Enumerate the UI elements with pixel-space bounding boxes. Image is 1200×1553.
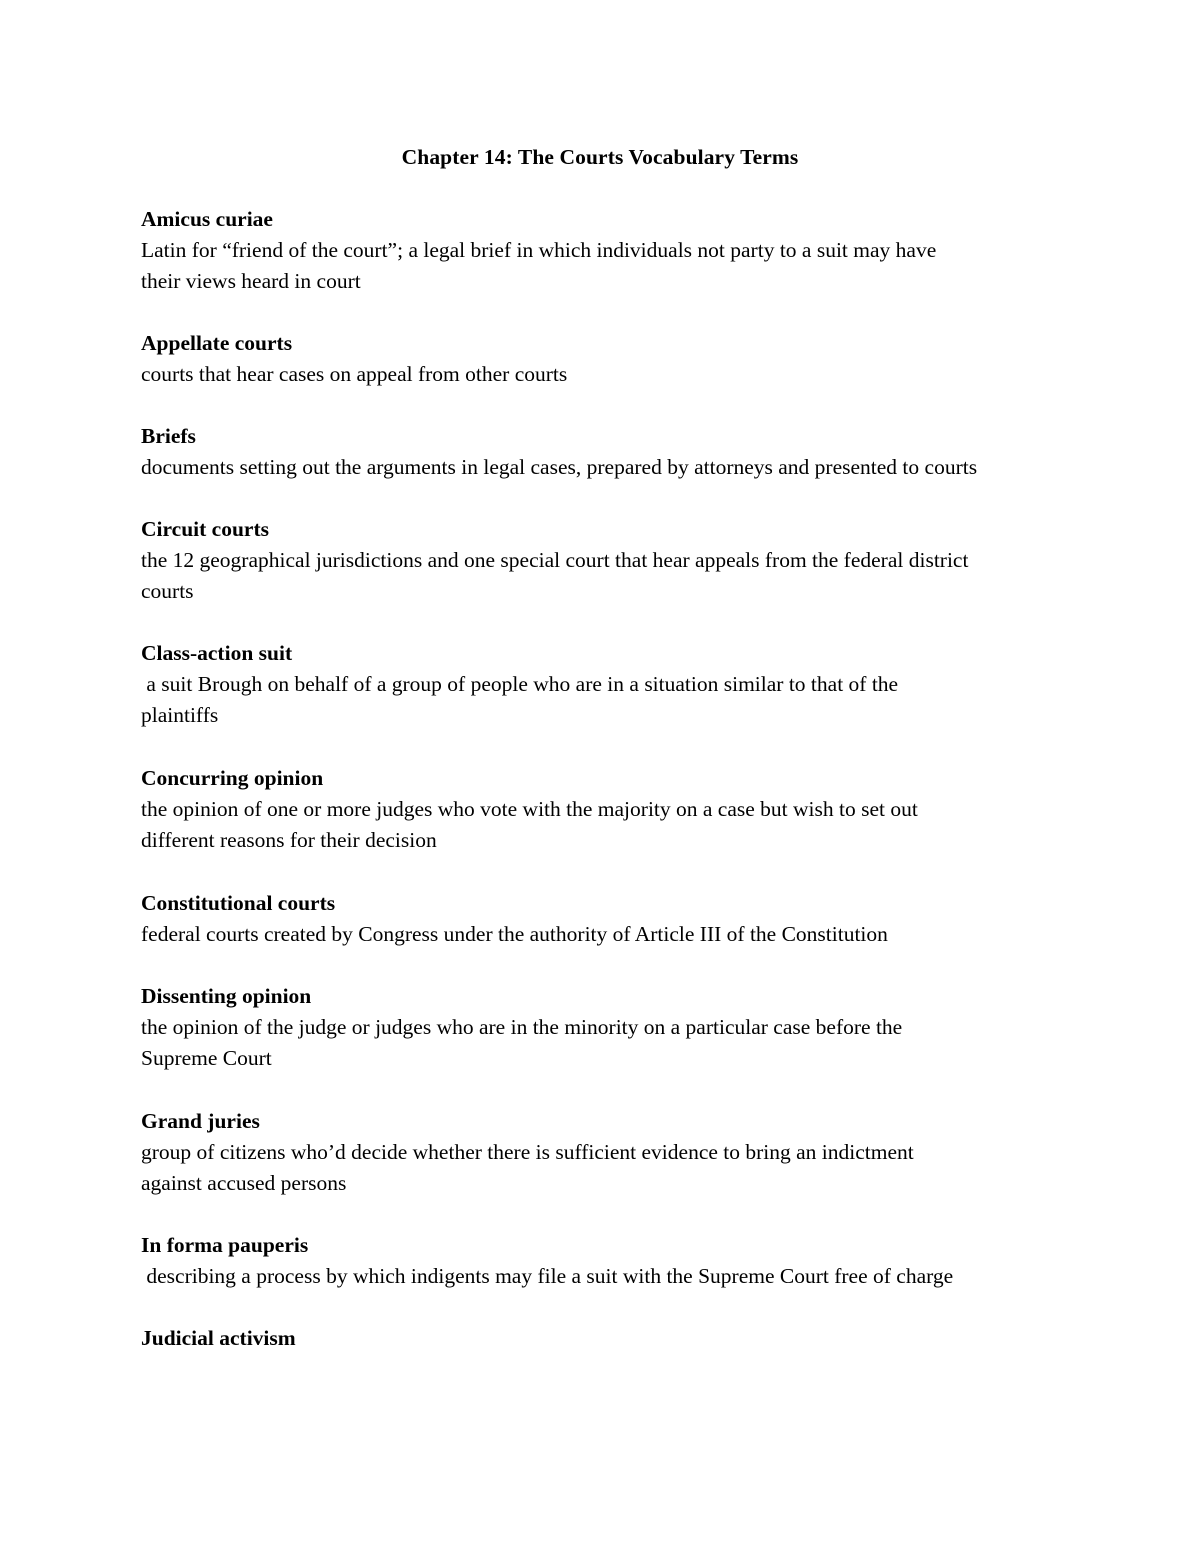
- definition-line: documents setting out the arguments in legal cases, prepared by attorneys and presented to courts: [141, 455, 978, 479]
- vocab-entry-constitutional-courts: [141, 888, 1081, 950]
- term-heading: Grand juries: [141, 1109, 260, 1133]
- definition-line: the 12 geographical jurisdictions and one special court that hear appeals from the federal district: [141, 548, 969, 572]
- term-heading: In forma pauperis: [141, 1233, 309, 1257]
- term-heading: Appellate courts: [141, 331, 293, 355]
- term-heading: Constitutional courts: [141, 891, 336, 915]
- vocab-entry-grand-juries: [141, 1106, 1081, 1199]
- vocab-entry-circuit-courts: [141, 514, 1081, 607]
- term-heading: Briefs: [141, 424, 196, 448]
- vocab-entry-class-action-suit: [141, 638, 1081, 731]
- term-heading: Dissenting opinion: [141, 984, 312, 1008]
- definition-line: courts: [141, 579, 194, 603]
- vocab-entry-amicus-curiae: [141, 204, 1081, 297]
- vocab-entry-appellate-courts: [141, 328, 1081, 390]
- term-heading: Judicial activism: [141, 1326, 296, 1350]
- document-title: Chapter 14: The Courts Vocabulary Terms: [401, 145, 799, 169]
- definition-line: courts that hear cases on appeal from other courts: [141, 362, 568, 386]
- definition-line: group of citizens who’d decide whether there is sufficient evidence to bring an indictment: [141, 1140, 914, 1164]
- definition-line: plaintiffs: [141, 703, 219, 727]
- definition-line: Supreme Court: [141, 1046, 272, 1070]
- vocab-entry-in-forma-pauperis: [141, 1230, 1081, 1292]
- vocab-entry-judicial-activism: [141, 1323, 1081, 1354]
- vocab-entry-dissenting-opinion: [141, 981, 1081, 1074]
- vocab-entry-briefs: [141, 421, 1081, 483]
- vocab-entry-concurring-opinion: [141, 763, 1081, 856]
- definition-line: their views heard in court: [141, 269, 361, 293]
- definition-line: federal courts created by Congress under the authority of Article III of the Constitution: [141, 922, 888, 946]
- definition-line: the opinion of the judge or judges who are in the minority on a particular case before the: [141, 1015, 903, 1039]
- definition-line: the opinion of one or more judges who vote with the majority on a case but wish to set out: [141, 797, 918, 821]
- term-heading: Concurring opinion: [141, 766, 324, 790]
- definition-line: Latin for “friend of the court”; a legal brief in which individuals not party to a suit may have: [141, 238, 937, 262]
- term-heading: Amicus curiae: [141, 207, 273, 231]
- term-heading: Class-action suit: [141, 641, 293, 665]
- definition-line: a suit Brough on behalf of a group of people who are in a situation similar to that of the: [141, 672, 899, 696]
- definition-line: describing a process by which indigents may file a suit with the Supreme Court free of charge: [141, 1264, 954, 1288]
- definition-line: different reasons for their decision: [141, 828, 437, 852]
- term-heading: Circuit courts: [141, 517, 269, 541]
- definition-line: against accused persons: [141, 1171, 347, 1195]
